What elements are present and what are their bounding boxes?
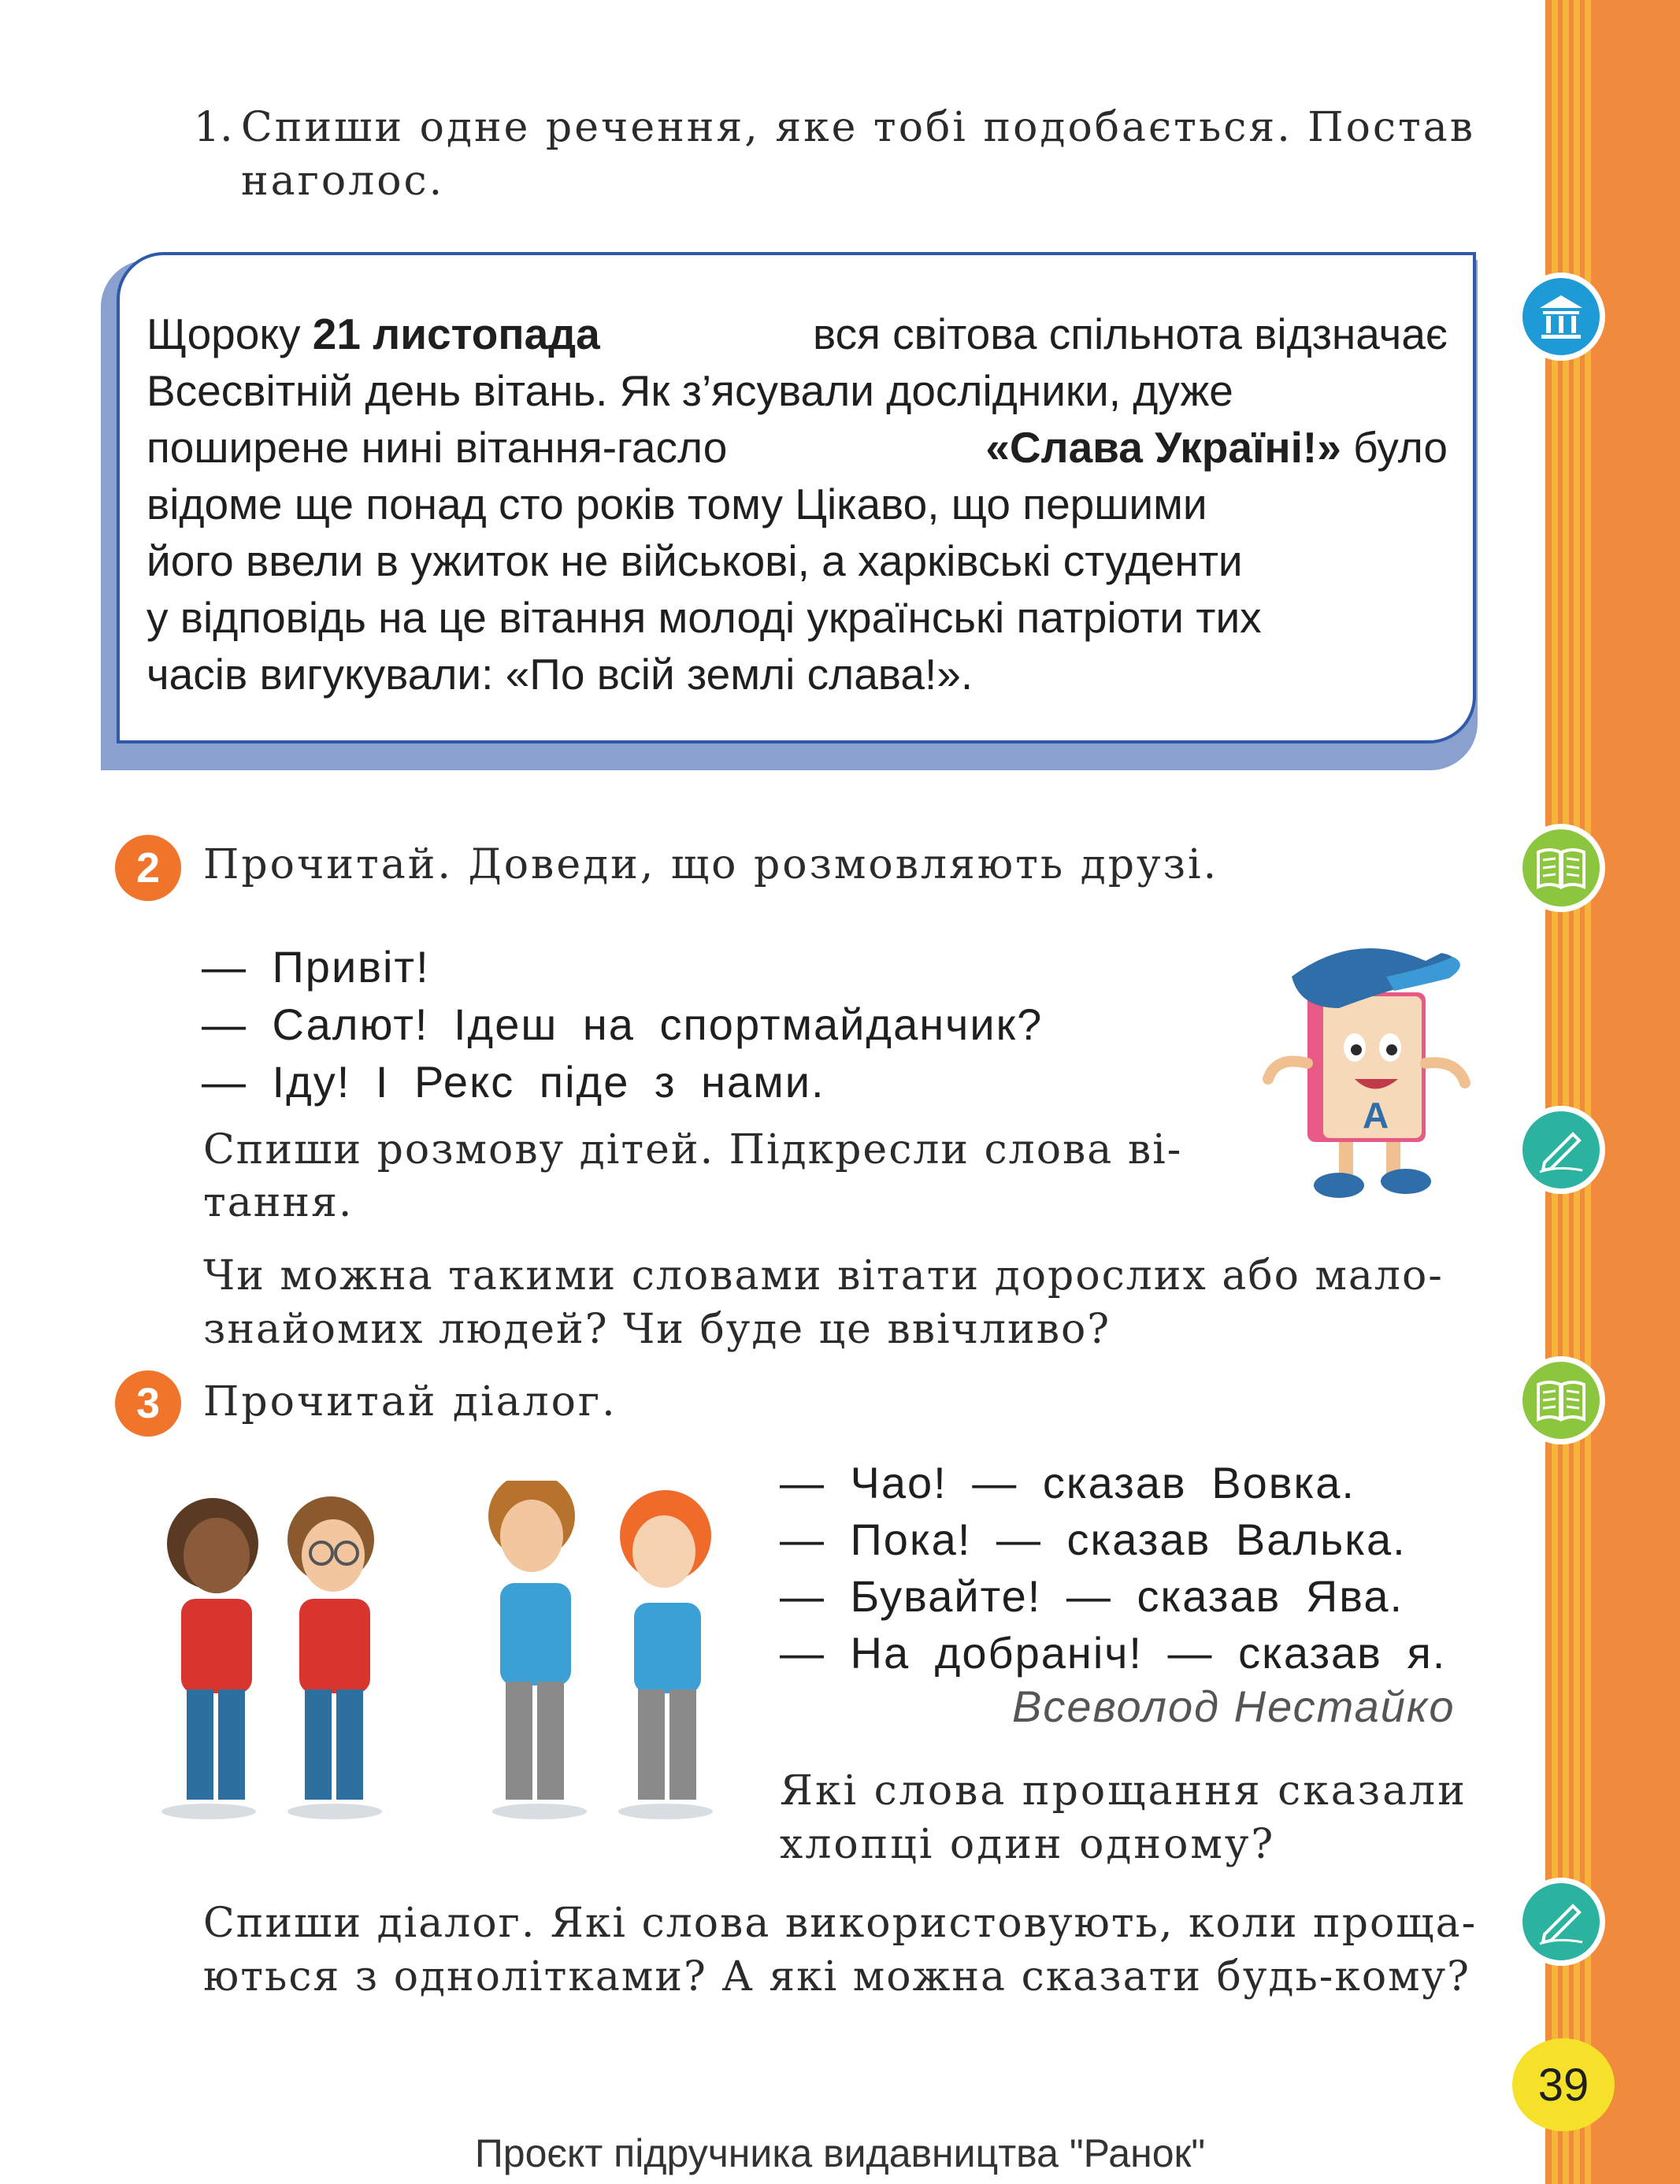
dialog-line: — Бувайте! — сказав Ява. xyxy=(780,1571,1404,1621)
task2-instr: тання. xyxy=(203,1179,354,1226)
library-icon xyxy=(1517,273,1605,361)
task2-title: Прочитай. Доведи, що розмовляють друзі. xyxy=(203,841,1219,888)
task3-question: хлопці один одному? xyxy=(780,1821,1276,1868)
svg-text:A: A xyxy=(1363,1095,1389,1136)
task1-line: наголос. xyxy=(241,158,445,205)
infobox-line: у відповідь на це вітання молоді українські патріоти тих xyxy=(146,593,1262,642)
footer-text: Проєкт підручника видавництва "Ранок" xyxy=(474,2131,1206,2175)
task3-instr: Спиши діалог. Які слова використовують, коли проща- xyxy=(203,1900,1478,1947)
book-icon xyxy=(1517,1356,1605,1444)
dialog-line: — На добраніч! — сказав я. xyxy=(780,1628,1447,1678)
page-number: 39 xyxy=(1512,2038,1615,2131)
task3-title: Прочитай діалог. xyxy=(203,1378,617,1426)
infobox-line: часів вигукували: «По всій землі слава!». xyxy=(146,650,974,699)
task3-badge: 3 xyxy=(115,1370,181,1437)
task3-instr: ються з однолітками? А які можна сказати будь-кому? xyxy=(203,1953,1471,2000)
book-icon xyxy=(1517,824,1605,912)
infobox-line: Щороку 21 листопада вся світова спільнота відзначає xyxy=(146,310,1448,358)
dialog-line: — Іду! І Рекс піде з нами. xyxy=(202,1057,825,1107)
infobox-line: його ввели в ужиток не військові, а харківські студенти xyxy=(146,536,1243,585)
dialog-line: — Салют! Ідеш на спортмайданчик? xyxy=(202,999,1044,1049)
infobox-line: відоме ще понад сто років тому Цікаво, що першими xyxy=(146,480,1207,528)
dialog-line: — Привіт! xyxy=(202,942,430,992)
task2-question: знайомих людей? Чи буде це ввічливо? xyxy=(203,1306,1111,1353)
task1-number: 1. xyxy=(194,104,233,151)
pen-writing-icon xyxy=(1517,1878,1605,1966)
pen-writing-icon xyxy=(1517,1106,1605,1194)
infobox-line: поширене нині вітання-гасло «Слава Україні!» було xyxy=(146,423,1448,472)
task2-badge: 2 xyxy=(115,835,181,901)
infobox-line: Всесвітній день вітань. Як з’ясували дослідники, дуже xyxy=(146,366,1233,415)
author: Всеволод Нестайко xyxy=(1012,1682,1456,1731)
task1-line: Спиши одне речення, яке тобі подобається. Постав xyxy=(241,104,1476,151)
task3-question: Які слова прощання сказали xyxy=(780,1767,1467,1815)
task2-instr: Спиши розмову дітей. Підкресли слова ві- xyxy=(203,1126,1183,1174)
dialog-line: — Чао! — сказав Вовка. xyxy=(780,1458,1355,1507)
book-mascot-illustration xyxy=(1244,921,1481,1213)
dialog-line: — Пока! — сказав Валька. xyxy=(780,1515,1407,1564)
task2-question: Чи можна такими словами вітати дорослих або мало- xyxy=(203,1252,1444,1300)
boys-illustration xyxy=(130,1481,744,1827)
